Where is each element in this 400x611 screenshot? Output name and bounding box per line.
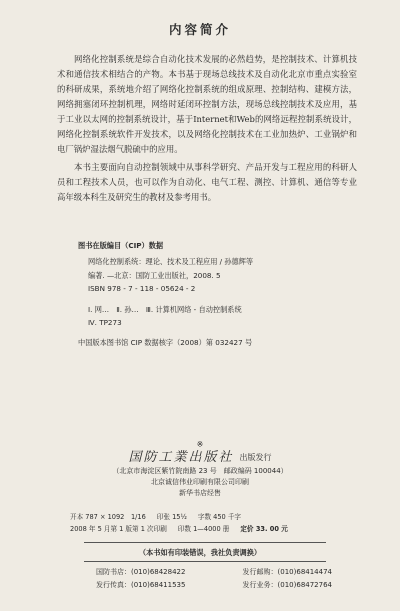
cip-subjects: Ⅰ. 网… Ⅱ. 孙… Ⅲ. 计算机网络 - 自动控制系统 (88, 304, 242, 314)
publisher-address: （北京市海淀区紫竹院南路 23 号 邮政编码 100044） (112, 467, 288, 475)
summary-paragraph-2: 本书主要面向自动控制领域中从事科学研究、产品开发与工程应用的科研人员和工程技术人员，也可以作为自动化、电气工程、测控、计算机、通信等专业高年级本科生及研究生的教材及参考用书。 (57, 162, 357, 202)
cip-book-line: 网络化控制系统：理论、技术及工程应用 / 孙德辉等 (88, 257, 254, 267)
contact-block (96, 566, 332, 591)
replacement-notice: （本书如有印装错误，我社负责调换） (138, 548, 262, 557)
spec-edition: 2008 年 5 月第 1 版第 1 次印刷 (70, 525, 167, 533)
contact-fax: 发行传真：(010)68411535 (96, 580, 186, 589)
divider-top (84, 542, 326, 543)
contact-bookstore: 国防书店：(010)68428422 (96, 568, 186, 576)
cip-heading: 图书在版编目（CIP）数据 (78, 241, 164, 250)
printer-name: 北京诚信伟业印刷有限公司印刷 (151, 478, 249, 486)
summary-title: 内容简介 (168, 22, 231, 37)
spec-print-run: 印数 1—4000 册 (177, 525, 230, 533)
spec-sheets: 印张 15½ (156, 513, 187, 521)
summary-body (57, 52, 357, 208)
cip-class-number: Ⅳ. TP273 (88, 318, 122, 328)
spec-words: 字数 450 千字 (197, 513, 242, 521)
spec-price: 定价 33. 00 元 (240, 525, 288, 533)
cip-edition-line: 编著. —北京：国防工业出版社，2008. 5 (88, 270, 221, 280)
publisher-block (0, 452, 400, 499)
contact-row (96, 579, 332, 592)
spec-format: 开本 787 × 1092 1/16 (70, 513, 146, 521)
divider-bottom (84, 561, 326, 562)
contact-row (96, 566, 332, 579)
contact-mail-order: 发行邮购：(010)68414474 (242, 568, 332, 576)
distributor-name: 新华书店经售 (179, 489, 221, 497)
cip-block (78, 239, 368, 350)
print-specs (70, 511, 340, 535)
publisher-issue-label: 出版发行 (239, 453, 272, 462)
summary-paragraph-1: 网络化控制系统是综合自动化技术发展的必然趋势，是控制技术、计算机技术和通信技术相结合的产物。本书基于现场总线技术及自动化北京市重点实验室的科研成果，系统地介绍了网络化控制系统的组成原理、控制结构、建模方法，网络拥塞闭环控制机理，网络时延闭环控制方法，现场总线控制技术及应用，基于工业以太网的控制系统设计，基于Internet和Web的网络远程控制系统设计，网络化控制系统软件开发技术，以及网络化控制技术在工业加热炉、工业锅炉和电厂锅炉湿法烟气脱硫中的应用。 (57, 54, 357, 154)
cip-record-number: 中国版本图书馆 CIP 数据核字（2008）第 032427 号 (78, 338, 253, 348)
separator-star: ※ (196, 440, 204, 449)
contact-business: 发行业务：(010)68472764 (242, 580, 332, 589)
publisher-logo: 国防工業出版社 (128, 450, 234, 465)
cip-isbn: ISBN 978 - 7 - 118 - 05624 - 2 (88, 284, 196, 294)
